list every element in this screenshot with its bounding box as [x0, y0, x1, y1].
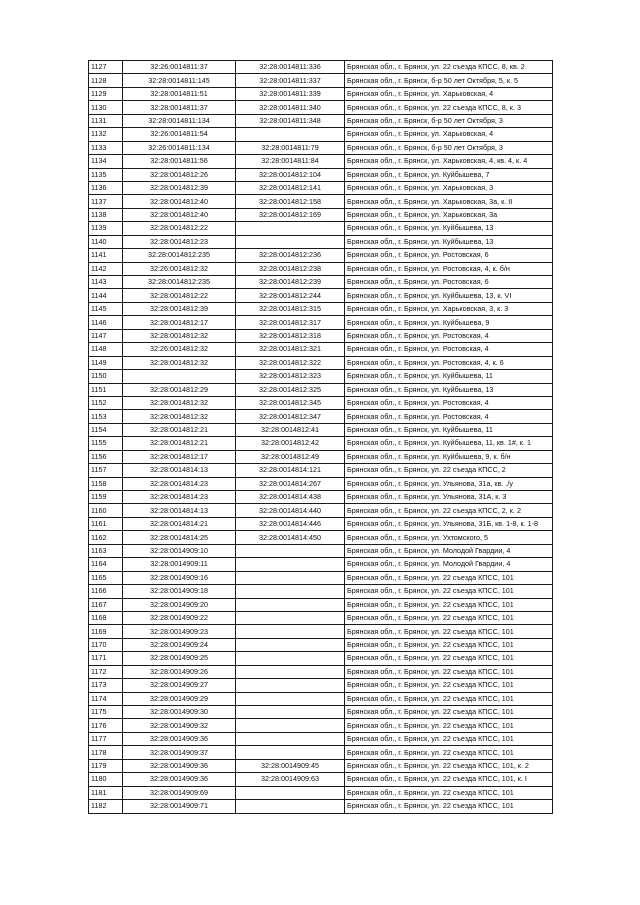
object-cadastral-number-cell: 32:28:0014812:236 [236, 249, 345, 262]
parcel-cadastral-number-cell: 32:28:0014814:23 [123, 477, 236, 490]
parcel-cadastral-number-cell: 32:28:0014811:145 [123, 74, 236, 87]
table-row [89, 800, 553, 813]
parcel-cadastral-number-cell: 32:28:0014909:26 [123, 665, 236, 678]
object-cadastral-number-cell: 32:28:0014811:339 [236, 87, 345, 100]
parcel-cadastral-number-cell: 32:28:0014909:27 [123, 679, 236, 692]
row-number-cell: 1173 [89, 679, 123, 692]
address-cell: Брянская обл., г. Брянск, ул. Харьковская, 3а [345, 208, 553, 221]
row-number-cell: 1179 [89, 759, 123, 772]
table-row [89, 558, 553, 571]
table-row [89, 773, 553, 786]
object-cadastral-number-cell [236, 786, 345, 799]
address-cell: Брянская обл., г. Брянск, ул. Харьковская, 3 [345, 181, 553, 194]
table-row [89, 87, 553, 100]
row-number-cell: 1157 [89, 464, 123, 477]
address-cell: Брянская обл., г. Брянск, ул. 22 съезда КПСС, 101 [345, 665, 553, 678]
table-row [89, 128, 553, 141]
address-cell: Брянская обл., г. Брянск, ул. 22 съезда КПСС, 101 [345, 638, 553, 651]
address-cell: Брянская обл., г. Брянск, ул. 22 съезда КПСС, 101 [345, 598, 553, 611]
address-cell: Брянская обл., г. Брянск, ул. Куйбышева, 13, к. VI [345, 289, 553, 302]
table-row [89, 544, 553, 557]
address-cell: Брянская обл., г. Брянск, ул. Куйбышева, 9 [345, 316, 553, 329]
address-cell: Брянская обл., г. Брянск, ул. 22 съезда КПСС, 2 [345, 464, 553, 477]
parcel-cadastral-number-cell: 32:28:0014909:16 [123, 571, 236, 584]
parcel-cadastral-number-cell: 32:28:0014812:29 [123, 383, 236, 396]
parcel-cadastral-number-cell: 32:28:0014812:26 [123, 168, 236, 181]
object-cadastral-number-cell [236, 652, 345, 665]
object-cadastral-number-cell [236, 679, 345, 692]
address-cell: Брянская обл., г. Брянск, ул. Харьковская, 3а, к. II [345, 195, 553, 208]
row-number-cell: 1148 [89, 343, 123, 356]
parcel-cadastral-number-cell: 32:28:0014812:235 [123, 276, 236, 289]
address-cell: Брянская обл., г. Брянск, ул. 22 съезда КПСС, 101 [345, 692, 553, 705]
parcel-cadastral-number-cell: 32:28:0014811:37 [123, 101, 236, 114]
object-cadastral-number-cell: 32:28:0014812:317 [236, 316, 345, 329]
row-number-cell: 1150 [89, 370, 123, 383]
parcel-cadastral-number-cell: 32:28:0014812:17 [123, 316, 236, 329]
table-row [89, 168, 553, 181]
parcel-cadastral-number-cell: 32:28:0014812:40 [123, 208, 236, 221]
table-row [89, 464, 553, 477]
table-row [89, 141, 553, 154]
registry-table-body [89, 61, 553, 814]
address-cell: Брянская обл., г. Брянск, ул. 22 съезда КПСС, 101 [345, 585, 553, 598]
table-row [89, 786, 553, 799]
object-cadastral-number-cell [236, 800, 345, 813]
object-cadastral-number-cell [236, 625, 345, 638]
object-cadastral-number-cell: 32:28:0014811:337 [236, 74, 345, 87]
address-cell: Брянская обл., г. Брянск, ул. Ростовская, 4, к. б/н [345, 262, 553, 275]
row-number-cell: 1142 [89, 262, 123, 275]
address-cell: Брянская обл., г. Брянск, ул. Куйбышева, 11 [345, 370, 553, 383]
table-row [89, 638, 553, 651]
object-cadastral-number-cell [236, 235, 345, 248]
parcel-cadastral-number-cell: 32:28:0014909:37 [123, 746, 236, 759]
row-number-cell: 1168 [89, 611, 123, 624]
address-cell: Брянская обл., г. Брянск, ул. Харьковская, 3, к. 3 [345, 302, 553, 315]
parcel-cadastral-number-cell: 32:28:0014812:23 [123, 235, 236, 248]
object-cadastral-number-cell: 32:28:0014812:325 [236, 383, 345, 396]
row-number-cell: 1177 [89, 732, 123, 745]
row-number-cell: 1128 [89, 74, 123, 87]
address-cell: Брянская обл., г. Брянск, ул. Ульянова, 31А, к. 3 [345, 491, 553, 504]
address-cell: Брянская обл., г. Брянск, ул. Ухтомского, 5 [345, 531, 553, 544]
table-row [89, 585, 553, 598]
row-number-cell: 1178 [89, 746, 123, 759]
table-row [89, 652, 553, 665]
parcel-cadastral-number-cell: 32:28:0014909:32 [123, 719, 236, 732]
object-cadastral-number-cell [236, 611, 345, 624]
address-cell: Брянская обл., г. Брянск, ул. Ростовская, 4 [345, 410, 553, 423]
parcel-cadastral-number-cell: 32:28:0014909:69 [123, 786, 236, 799]
address-cell: Брянская обл., г. Брянск, ул. Куйбышева, 13 [345, 222, 553, 235]
row-number-cell: 1130 [89, 101, 123, 114]
address-cell: Брянская обл., г. Брянск, ул. Молодой Гвардии, 4 [345, 544, 553, 557]
row-number-cell: 1174 [89, 692, 123, 705]
parcel-cadastral-number-cell: 32:26:0014811:54 [123, 128, 236, 141]
parcel-cadastral-number-cell: 32:28:0014909:20 [123, 598, 236, 611]
table-row [89, 329, 553, 342]
parcel-cadastral-number-cell: 32:28:0014812:22 [123, 289, 236, 302]
row-number-cell: 1163 [89, 544, 123, 557]
object-cadastral-number-cell [236, 746, 345, 759]
object-cadastral-number-cell [236, 706, 345, 719]
parcel-cadastral-number-cell: 32:28:0014811:51 [123, 87, 236, 100]
parcel-cadastral-number-cell: 32:26:0014811:134 [123, 141, 236, 154]
object-cadastral-number-cell [236, 732, 345, 745]
row-number-cell: 1137 [89, 195, 123, 208]
row-number-cell: 1138 [89, 208, 123, 221]
object-cadastral-number-cell: 32:28:0014814:121 [236, 464, 345, 477]
object-cadastral-number-cell: 32:28:0014812:322 [236, 356, 345, 369]
table-row [89, 746, 553, 759]
address-cell: Брянская обл., г. Брянск, ул. 22 съезда КПСС, 101, к. 2 [345, 759, 553, 772]
address-cell: Брянская обл., г. Брянск, ул. 22 съезда КПСС, 8, к. 3 [345, 101, 553, 114]
row-number-cell: 1182 [89, 800, 123, 813]
table-row [89, 665, 553, 678]
row-number-cell: 1146 [89, 316, 123, 329]
parcel-cadastral-number-cell: 32:28:0014812:21 [123, 423, 236, 436]
address-cell: Брянская обл., г. Брянск, ул. Харьковская, 4, кв. 4, к. 4 [345, 155, 553, 168]
table-row [89, 611, 553, 624]
object-cadastral-number-cell [236, 665, 345, 678]
row-number-cell: 1136 [89, 181, 123, 194]
row-number-cell: 1170 [89, 638, 123, 651]
address-cell: Брянская обл., г. Брянск, б-р 50 лет Октября, 3 [345, 114, 553, 127]
row-number-cell: 1181 [89, 786, 123, 799]
table-row [89, 625, 553, 638]
address-cell: Брянская обл., г. Брянск, ул. 22 съезда КПСС, 8, кв. 2 [345, 61, 553, 74]
table-row [89, 356, 553, 369]
address-cell: Брянская обл., г. Брянск, ул. 22 съезда КПСС, 101 [345, 732, 553, 745]
row-number-cell: 1143 [89, 276, 123, 289]
parcel-cadastral-number-cell: 32:28:0014812:235 [123, 249, 236, 262]
address-cell: Брянская обл., г. Брянск, ул. 22 съезда КПСС, 101 [345, 746, 553, 759]
address-cell: Брянская обл., г. Брянск, ул. Куйбышева, 9, к. б/н [345, 450, 553, 463]
row-number-cell: 1144 [89, 289, 123, 302]
row-number-cell: 1134 [89, 155, 123, 168]
address-cell: Брянская обл., г. Брянск, ул. Ростовская, 6 [345, 276, 553, 289]
object-cadastral-number-cell: 32:28:0014812:321 [236, 343, 345, 356]
row-number-cell: 1139 [89, 222, 123, 235]
object-cadastral-number-cell [236, 598, 345, 611]
parcel-cadastral-number-cell: 32:28:0014812:40 [123, 195, 236, 208]
parcel-cadastral-number-cell: 32:26:0014812:32 [123, 343, 236, 356]
object-cadastral-number-cell: 32:28:0014811:340 [236, 101, 345, 114]
parcel-cadastral-number-cell: 32:28:0014909:11 [123, 558, 236, 571]
table-row [89, 396, 553, 409]
registry-table [88, 60, 553, 814]
table-row [89, 74, 553, 87]
address-cell: Брянская обл., г. Брянск, ул. Ростовская, 4 [345, 329, 553, 342]
address-cell: Брянская обл., г. Брянск, ул. Куйбышева, 11 [345, 423, 553, 436]
address-cell: Брянская обл., г. Брянск, ул. Ульянова, 31Б, кв. 1-8, к. 1-8 [345, 517, 553, 530]
table-row [89, 679, 553, 692]
parcel-cadastral-number-cell: 32:28:0014909:24 [123, 638, 236, 651]
parcel-cadastral-number-cell: 32:28:0014909:23 [123, 625, 236, 638]
row-number-cell: 1151 [89, 383, 123, 396]
object-cadastral-number-cell: 32:28:0014811:336 [236, 61, 345, 74]
table-row [89, 477, 553, 490]
row-number-cell: 1135 [89, 168, 123, 181]
parcel-cadastral-number-cell: 32:28:0014909:10 [123, 544, 236, 557]
row-number-cell: 1161 [89, 517, 123, 530]
table-row [89, 517, 553, 530]
parcel-cadastral-number-cell: 32:28:0014909:18 [123, 585, 236, 598]
object-cadastral-number-cell [236, 128, 345, 141]
object-cadastral-number-cell: 32:28:0014811:84 [236, 155, 345, 168]
address-cell: Брянская обл., г. Брянск, ул. 22 съезда КПСС, 101 [345, 611, 553, 624]
object-cadastral-number-cell: 32:28:0014812:239 [236, 276, 345, 289]
row-number-cell: 1180 [89, 773, 123, 786]
table-row [89, 370, 553, 383]
row-number-cell: 1153 [89, 410, 123, 423]
parcel-cadastral-number-cell: 32:28:0014812:32 [123, 410, 236, 423]
parcel-cadastral-number-cell: 32:28:0014812:21 [123, 437, 236, 450]
address-cell: Брянская обл., г. Брянск, б-р 50 лет Октября, 5, к. 5 [345, 74, 553, 87]
address-cell: Брянская обл., г. Брянск, ул. Куйбышева, 13 [345, 235, 553, 248]
table-row [89, 101, 553, 114]
table-row [89, 181, 553, 194]
address-cell: Брянская обл., г. Брянск, ул. 22 съезда КПСС, 101 [345, 719, 553, 732]
address-cell: Брянская обл., г. Брянск, ул. 22 съезда КПСС, 101 [345, 786, 553, 799]
address-cell: Брянская обл., г. Брянск, б-р 50 лет Октября, 3 [345, 141, 553, 154]
table-row [89, 383, 553, 396]
row-number-cell: 1169 [89, 625, 123, 638]
parcel-cadastral-number-cell: 32:28:0014812:32 [123, 356, 236, 369]
address-cell: Брянская обл., г. Брянск, ул. Ульянова, 31а, кв. ./у [345, 477, 553, 490]
object-cadastral-number-cell [236, 558, 345, 571]
object-cadastral-number-cell: 32:28:0014814:438 [236, 491, 345, 504]
parcel-cadastral-number-cell: 32:28:0014909:29 [123, 692, 236, 705]
table-row [89, 235, 553, 248]
table-row [89, 571, 553, 584]
object-cadastral-number-cell: 32:28:0014814:267 [236, 477, 345, 490]
object-cadastral-number-cell: 32:28:0014812:347 [236, 410, 345, 423]
table-row [89, 262, 553, 275]
table-row [89, 706, 553, 719]
object-cadastral-number-cell: 32:28:0014812:315 [236, 302, 345, 315]
object-cadastral-number-cell: 32:28:0014814:450 [236, 531, 345, 544]
row-number-cell: 1176 [89, 719, 123, 732]
object-cadastral-number-cell [236, 692, 345, 705]
parcel-cadastral-number-cell: 32:28:0014812:22 [123, 222, 236, 235]
parcel-cadastral-number-cell: 32:28:0014814:23 [123, 491, 236, 504]
row-number-cell: 1154 [89, 423, 123, 436]
row-number-cell: 1141 [89, 249, 123, 262]
address-cell: Брянская обл., г. Брянск, ул. 22 съезда КПСС, 101 [345, 652, 553, 665]
address-cell: Брянская обл., г. Брянск, ул. Ростовская, 4 [345, 343, 553, 356]
address-cell: Брянская обл., г. Брянск, ул. Куйбышева, 7 [345, 168, 553, 181]
object-cadastral-number-cell [236, 571, 345, 584]
table-row [89, 450, 553, 463]
table-row [89, 195, 553, 208]
object-cadastral-number-cell: 32:28:0014812:323 [236, 370, 345, 383]
table-row [89, 155, 553, 168]
parcel-cadastral-number-cell: 32:28:0014814:25 [123, 531, 236, 544]
parcel-cadastral-number-cell: 32:28:0014909:25 [123, 652, 236, 665]
parcel-cadastral-number-cell: 32:26:0014812:32 [123, 262, 236, 275]
parcel-cadastral-number-cell [123, 370, 236, 383]
parcel-cadastral-number-cell: 32:28:0014812:39 [123, 302, 236, 315]
object-cadastral-number-cell: 32:28:0014811:79 [236, 141, 345, 154]
table-row [89, 531, 553, 544]
row-number-cell: 1162 [89, 531, 123, 544]
row-number-cell: 1165 [89, 571, 123, 584]
object-cadastral-number-cell: 32:28:0014812:41 [236, 423, 345, 436]
object-cadastral-number-cell: 32:28:0014909:63 [236, 773, 345, 786]
parcel-cadastral-number-cell: 32:28:0014909:30 [123, 706, 236, 719]
address-cell: Брянская обл., г. Брянск, ул. 22 съезда КПСС, 101 [345, 625, 553, 638]
address-cell: Брянская обл., г. Брянск, ул. Куйбышева, 11, кв. 1#, к. 1 [345, 437, 553, 450]
address-cell: Брянская обл., г. Брянск, ул. Ростовская, 4 [345, 396, 553, 409]
row-number-cell: 1164 [89, 558, 123, 571]
parcel-cadastral-number-cell: 32:28:0014812:32 [123, 396, 236, 409]
table-row [89, 759, 553, 772]
object-cadastral-number-cell: 32:28:0014812:345 [236, 396, 345, 409]
row-number-cell: 1160 [89, 504, 123, 517]
table-row [89, 598, 553, 611]
parcel-cadastral-number-cell: 32:28:0014811:134 [123, 114, 236, 127]
table-row [89, 61, 553, 74]
table-row [89, 276, 553, 289]
table-row [89, 222, 553, 235]
table-row [89, 316, 553, 329]
object-cadastral-number-cell: 32:28:0014812:238 [236, 262, 345, 275]
address-cell: Брянская обл., г. Брянск, ул. 22 съезда КПСС, 2, к. 2 [345, 504, 553, 517]
table-row [89, 114, 553, 127]
table-row [89, 692, 553, 705]
object-cadastral-number-cell: 32:28:0014812:49 [236, 450, 345, 463]
address-cell: Брянская обл., г. Брянск, ул. Харьковская, 4 [345, 87, 553, 100]
row-number-cell: 1167 [89, 598, 123, 611]
parcel-cadastral-number-cell: 32:28:0014909:36 [123, 732, 236, 745]
object-cadastral-number-cell: 32:28:0014812:158 [236, 195, 345, 208]
object-cadastral-number-cell: 32:28:0014812:42 [236, 437, 345, 450]
address-cell: Брянская обл., г. Брянск, ул. 22 съезда КПСС, 101 [345, 706, 553, 719]
table-row [89, 732, 553, 745]
object-cadastral-number-cell [236, 719, 345, 732]
parcel-cadastral-number-cell: 32:28:0014811:56 [123, 155, 236, 168]
parcel-cadastral-number-cell: 32:28:0014812:39 [123, 181, 236, 194]
row-number-cell: 1145 [89, 302, 123, 315]
row-number-cell: 1147 [89, 329, 123, 342]
row-number-cell: 1172 [89, 665, 123, 678]
object-cadastral-number-cell: 32:28:0014812:318 [236, 329, 345, 342]
row-number-cell: 1149 [89, 356, 123, 369]
parcel-cadastral-number-cell: 32:28:0014814:13 [123, 504, 236, 517]
object-cadastral-number-cell: 32:28:0014812:244 [236, 289, 345, 302]
row-number-cell: 1127 [89, 61, 123, 74]
parcel-cadastral-number-cell: 32:26:0014811:37 [123, 61, 236, 74]
address-cell: Брянская обл., г. Брянск, ул. 22 съезда КПСС, 101 [345, 800, 553, 813]
parcel-cadastral-number-cell: 32:28:0014909:71 [123, 800, 236, 813]
row-number-cell: 1155 [89, 437, 123, 450]
row-number-cell: 1131 [89, 114, 123, 127]
row-number-cell: 1132 [89, 128, 123, 141]
object-cadastral-number-cell: 32:28:0014814:440 [236, 504, 345, 517]
object-cadastral-number-cell [236, 638, 345, 651]
address-cell: Брянская обл., г. Брянск, ул. 22 съезда КПСС, 101 [345, 571, 553, 584]
row-number-cell: 1129 [89, 87, 123, 100]
address-cell: Брянская обл., г. Брянск, ул. Молодой Гвардии, 4 [345, 558, 553, 571]
object-cadastral-number-cell: 32:28:0014811:348 [236, 114, 345, 127]
object-cadastral-number-cell [236, 585, 345, 598]
parcel-cadastral-number-cell: 32:28:0014909:36 [123, 773, 236, 786]
object-cadastral-number-cell: 32:28:0014814:446 [236, 517, 345, 530]
address-cell: Брянская обл., г. Брянск, ул. Ростовская, 6 [345, 249, 553, 262]
object-cadastral-number-cell [236, 544, 345, 557]
table-row [89, 719, 553, 732]
row-number-cell: 1140 [89, 235, 123, 248]
table-row [89, 504, 553, 517]
table-row [89, 410, 553, 423]
object-cadastral-number-cell [236, 222, 345, 235]
row-number-cell: 1159 [89, 491, 123, 504]
row-number-cell: 1158 [89, 477, 123, 490]
parcel-cadastral-number-cell: 32:28:0014909:22 [123, 611, 236, 624]
table-row [89, 302, 553, 315]
table-row [89, 249, 553, 262]
row-number-cell: 1166 [89, 585, 123, 598]
row-number-cell: 1171 [89, 652, 123, 665]
parcel-cadastral-number-cell: 32:28:0014812:17 [123, 450, 236, 463]
address-cell: Брянская обл., г. Брянск, ул. Куйбышева, 13 [345, 383, 553, 396]
row-number-cell: 1152 [89, 396, 123, 409]
parcel-cadastral-number-cell: 32:28:0014812:32 [123, 329, 236, 342]
parcel-cadastral-number-cell: 32:28:0014909:36 [123, 759, 236, 772]
row-number-cell: 1156 [89, 450, 123, 463]
object-cadastral-number-cell: 32:28:0014909:45 [236, 759, 345, 772]
object-cadastral-number-cell: 32:28:0014812:104 [236, 168, 345, 181]
row-number-cell: 1133 [89, 141, 123, 154]
table-row [89, 423, 553, 436]
parcel-cadastral-number-cell: 32:28:0014814:21 [123, 517, 236, 530]
table-row [89, 491, 553, 504]
address-cell: Брянская обл., г. Брянск, ул. Ростовская, 4, к. 6 [345, 356, 553, 369]
row-number-cell: 1175 [89, 706, 123, 719]
address-cell: Брянская обл., г. Брянск, ул. Харьковская, 4 [345, 128, 553, 141]
object-cadastral-number-cell: 32:28:0014812:141 [236, 181, 345, 194]
table-row [89, 437, 553, 450]
address-cell: Брянская обл., г. Брянск, ул. 22 съезда КПСС, 101 [345, 679, 553, 692]
table-row [89, 343, 553, 356]
table-row [89, 208, 553, 221]
table-row [89, 289, 553, 302]
address-cell: Брянская обл., г. Брянск, ул. 22 съезда КПСС, 101, к. I [345, 773, 553, 786]
object-cadastral-number-cell: 32:28:0014812:169 [236, 208, 345, 221]
parcel-cadastral-number-cell: 32:28:0014814:13 [123, 464, 236, 477]
